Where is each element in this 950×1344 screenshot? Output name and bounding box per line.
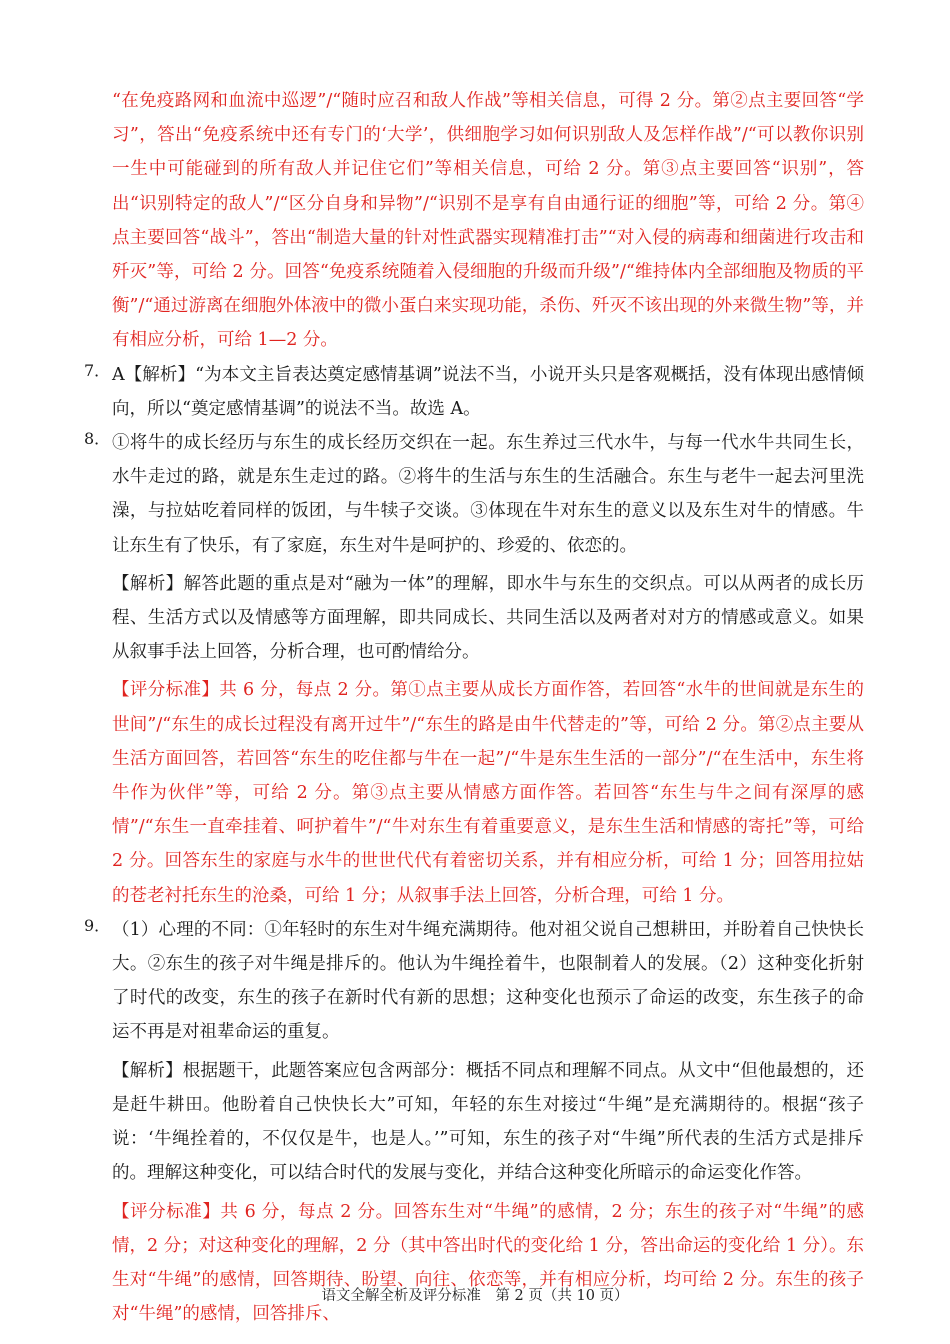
question-9 bbox=[84, 913, 864, 1331]
question-7 bbox=[84, 358, 864, 426]
page-footer: 语文全解全析及评分标准 第 2 页（共 10 页） bbox=[321, 1288, 629, 1304]
q6-scoring-continued: “在免疫路网和血流中巡逻”/“随时应召和敌人作战”等相关信息，可得 2 分。第②点主要回答“学习”，答出“免疫系统中还有专门的‘大学’，供细胞学习如何识别敌人及怎样作战”/“可以教你识别一生中可能碰到的所有敌人并记住它们”等相关信息，可给 2 分。第③点主要回答“识别”，答出“识别特定的敌人”/“区分自身和异物”/“识别不是享有自由通行证的细胞”等，可给 2 分。第④点主要回答“战斗”，答出“制造大量的针对性武器实现精准打击”“对入侵的病毒和细菌进行攻击和歼灭”等，可给 2 分。回答“免疫系统随着入侵细胞的升级而升级”/“维持体内全部细胞及物质的平衡”/“通过游离在细胞外体液中的微小蛋白来实现功能，杀伤、歼灭不该出现的外来微生物”等，并有相应分析，可给 1—2 分。 bbox=[112, 91, 864, 351]
question-number: 9． bbox=[84, 915, 111, 935]
q7-answer: A【解析】“为本文主旨表达奠定感情基调”说法不当，小说开头只是客观概括，没有体现出感情倾向，所以“奠定感情基调”的说法不当。故选 A。 bbox=[112, 364, 864, 419]
q8-analysis: 【解析】解答此题的重点是对“融为一体”的理解，即水牛与东生的交织点。可以从两者的成长历程、生活方式以及情感等方面理解，即共同成长、共同生活以及两者对对方的情感或意义。如果从叙事手法上回答，分析合理，也可酌情给分。 bbox=[112, 573, 864, 663]
q8-scoring: 【评分标准】共 6 分，每点 2 分。第①点主要从成长方面作答，若回答“水牛的世间就是东生的世间”/“东生的成长过程没有离开过牛”/“东生的路是由牛代替走的”等，可给 2 分。第②点主要从生活方面回答，若回答“东生的吃住都与牛在一起”/“牛是东生生活的一部分”/“在生活中，东生将牛作为伙伴”等，可给 2 分。第③点主要从情感方面作答。若回答“东生与牛之间有深厚的感情”/“东生一直牵挂着、呵护着牛”/“牛对东生有着重要意义，是东生生活和情感的寄托”等，可给 2 分。回答东生的家庭与水牛的世世代代有着密切关系，并有相应分析，可给 1 分；回答用拉姑的苍老衬托东生的沧桑，可给 1 分；从叙事手法上回答，分析合理，可给 1 分。 bbox=[112, 680, 864, 906]
question-8 bbox=[84, 426, 864, 913]
q8-answer: ①将牛的成长经历与东生的成长经历交织在一起。东生养过三代水牛，与每一代水牛共同生长，水牛走过的路，就是东生走过的路。②将牛的生活与东生的生活融合。东生与老牛一起去河里洗澡，与拉姑吃着同样的饭团，与牛犊子交谈。③体现在牛对东生的意义以及东生对牛的情感。牛让东生有了快乐，有了家庭，东生对牛是呵护的、珍爱的、依恋的。 bbox=[112, 433, 864, 556]
question-number: 7． bbox=[84, 360, 111, 380]
q9-scoring: 【评分标准】共 6 分，每点 2 分。回答东生对“牛绳”的感情，2 分；东生的孩子对“牛绳”的感情，2 分；对这种变化的理解，2 分（其中答出时代的变化给 1 分，答出命运的变化给 1 分）。东生对“牛绳”的感情，回答期待、盼望、向往、依恋等，并有相应分析，均可给 2 分。东生的孩子对“牛绳”的感情，回答排斥、 bbox=[112, 1201, 864, 1325]
page-body bbox=[84, 84, 864, 1331]
q9-analysis: 【解析】根据题干，此题答案应包含两部分：概括不同点和理解不同点。从文中“但他最想的，还是赶牛耕田。他盼着自己快快长大”可知，年轻的东生对接过“牛绳”是充满期待的。根据“孩子说：‘牛绳拴着的，不仅仅是牛，也是人。’”可知，东生的孩子对“牛绳”所代表的生活方式是排斥的。理解这种变化，可以结合时代的发展与变化，并结合这种变化所暗示的命运变化作答。 bbox=[112, 1060, 864, 1184]
question-number: 8． bbox=[84, 429, 111, 449]
q9-answer: （1）心理的不同：①年轻时的东生对牛绳充满期待。他对祖父说自己想耕田，并盼着自己快快长大。②东生的孩子对牛绳是排斥的。他认为牛绳拴着牛，也限制着人的发展。（2）这种变化折射了时代的改变，东生的孩子在新时代有新的思想；这种变化也预示了命运的改变，东生孩子的命运不再是对祖辈命运的重复。 bbox=[112, 919, 864, 1043]
